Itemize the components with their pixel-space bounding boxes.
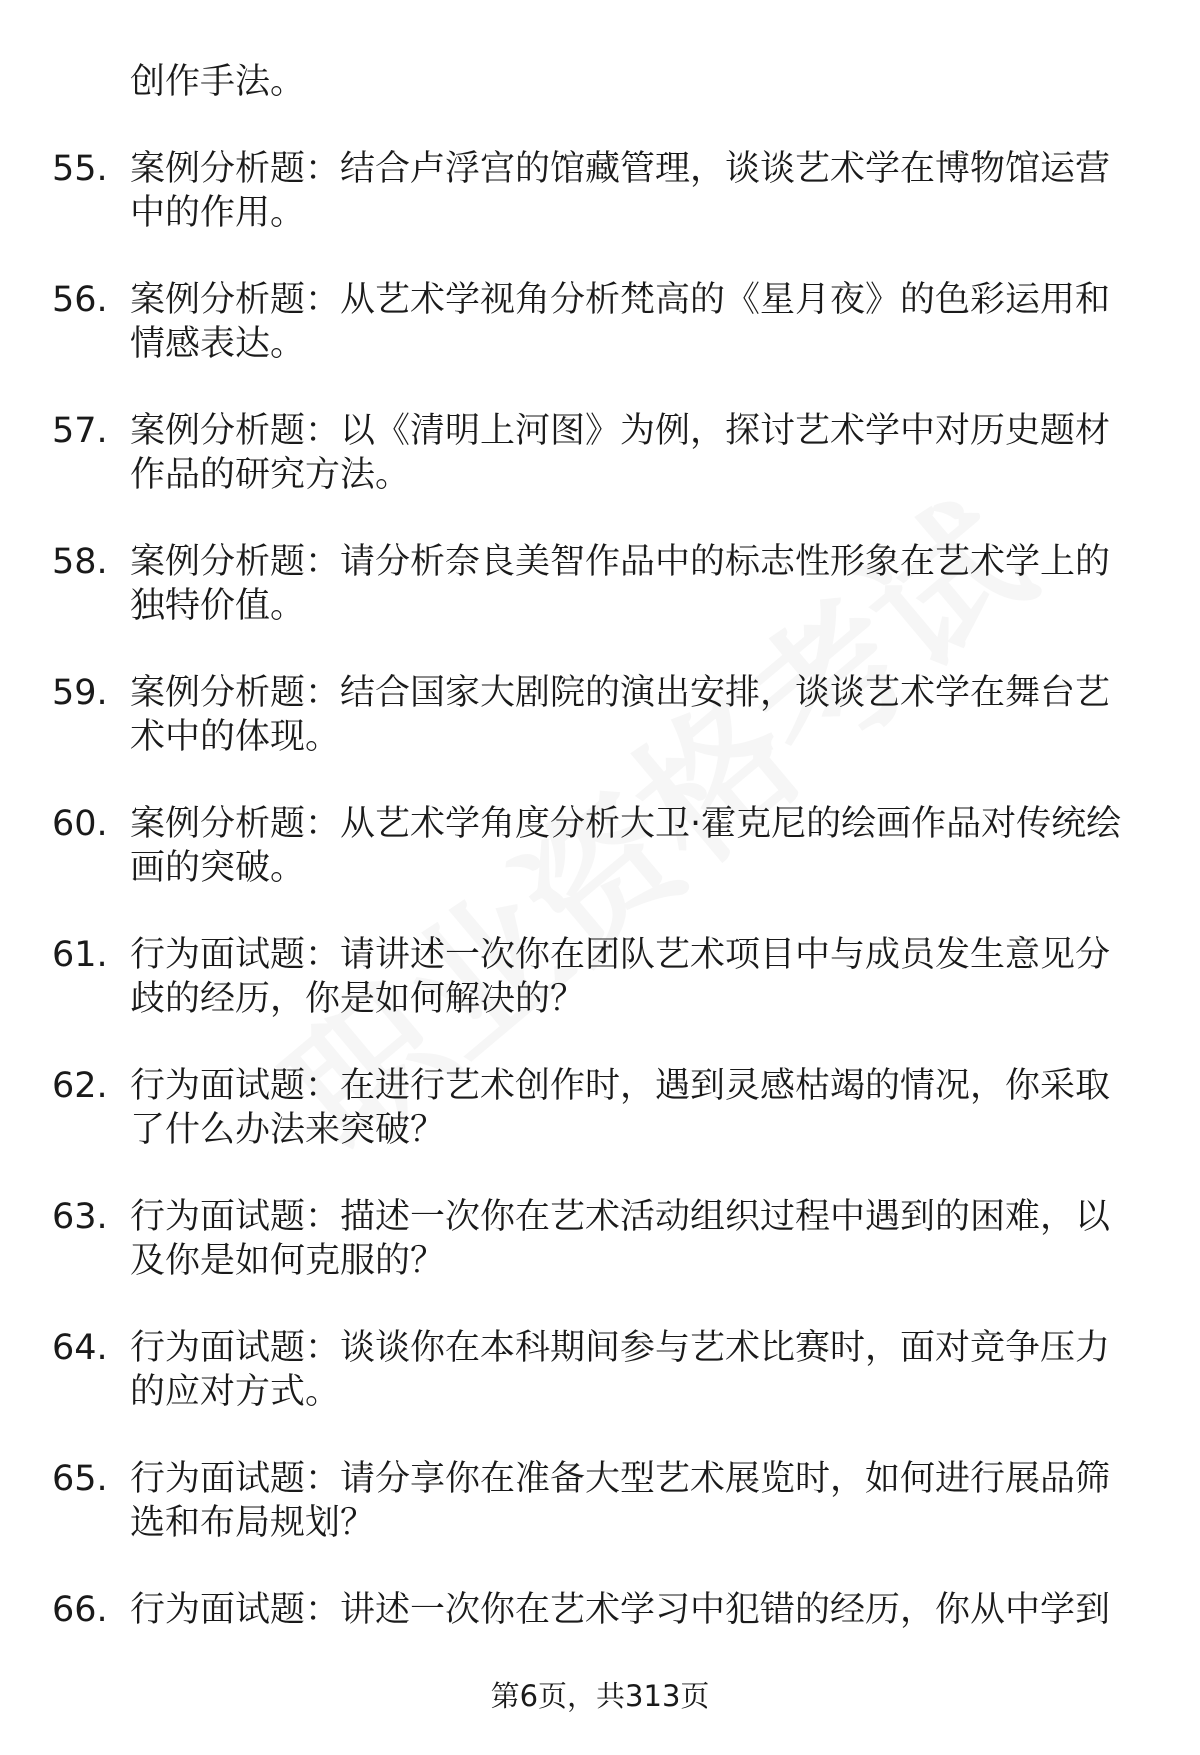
question-number: 56. (52, 280, 108, 320)
question-number: 55. (52, 149, 108, 189)
question-text-line2: 作品的研究方法。 (130, 455, 411, 495)
question-text-line1: 行为面试题：请讲述一次你在团队艺术项目中与成员发生意见分 (130, 935, 1111, 975)
question-item-64 (52, 1326, 1152, 1414)
question-text-line2: 歧的经历，你是如何解决的？ (130, 979, 586, 1019)
question-text-line1: 案例分析题：请分析奈良美智作品中的标志性形象在艺术学上的 (130, 542, 1111, 582)
question-text-line1: 案例分析题：结合卢浮宫的馆藏管理，谈谈艺术学在博物馆运营 (130, 149, 1111, 189)
question-text-line1: 案例分析题：从艺术学角度分析大卫·霍克尼的绘画作品对传统绘 (130, 804, 1122, 844)
question-number: 59. (52, 673, 108, 713)
question-number: 58. (52, 542, 108, 582)
question-number: 61. (52, 935, 108, 975)
question-item-59 (52, 671, 1152, 759)
question-item-63 (52, 1195, 1152, 1283)
question-item-61 (52, 933, 1152, 1021)
question-number: 63. (52, 1197, 108, 1237)
continued-line (52, 60, 1152, 104)
question-text-line1: 行为面试题：描述一次你在艺术活动组织过程中遇到的困难，以 (130, 1197, 1111, 1237)
question-item-57 (52, 409, 1152, 497)
question-item-58 (52, 540, 1152, 628)
question-number: 62. (52, 1066, 108, 1106)
question-number: 57. (52, 411, 108, 451)
page-footer: 第6页，共313页 (490, 1679, 710, 1713)
question-item-65 (52, 1457, 1152, 1545)
question-text-line2: 及你是如何克服的？ (130, 1241, 446, 1281)
question-item-62 (52, 1064, 1152, 1152)
question-text-line2: 了什么办法来突破？ (130, 1110, 446, 1150)
question-text-line1: 行为面试题：在进行艺术创作时，遇到灵感枯竭的情况，你采取 (130, 1066, 1111, 1106)
question-number: 66. (52, 1590, 108, 1630)
question-text-line2: 术中的体现。 (130, 717, 341, 757)
question-number: 64. (52, 1328, 108, 1368)
question-item-66 (52, 1588, 1152, 1632)
question-item-56 (52, 278, 1152, 366)
question-text-line1: 案例分析题：从艺术学视角分析梵高的《星月夜》的色彩运用和 (130, 280, 1111, 320)
continued-text: 创作手法。 (130, 62, 306, 102)
question-text-line1: 案例分析题：结合国家大剧院的演出安排，谈谈艺术学在舞台艺 (130, 673, 1111, 713)
question-text-line2: 的应对方式。 (130, 1372, 341, 1412)
question-list (52, 60, 1152, 1632)
question-text-line2: 情感表达。 (130, 324, 306, 364)
question-number: 65. (52, 1459, 108, 1499)
question-text-line1: 行为面试题：请分享你在准备大型艺术展览时，如何进行展品筛 (130, 1459, 1111, 1499)
question-item-55 (52, 147, 1152, 235)
question-text-line2: 中的作用。 (130, 193, 306, 233)
question-text-line1: 行为面试题：谈谈你在本科期间参与艺术比赛时，面对竞争压力 (130, 1328, 1111, 1368)
question-text-line2: 选和布局规划？ (130, 1503, 376, 1543)
question-text-line2: 独特价值。 (130, 586, 306, 626)
question-text-line2: 画的突破。 (130, 848, 306, 888)
question-number: 60. (52, 804, 108, 844)
question-text-line1: 案例分析题：以《清明上河图》为例，探讨艺术学中对历史题材 (130, 411, 1111, 451)
question-item-60 (52, 802, 1152, 890)
question-text-line1: 行为面试题：讲述一次你在艺术学习中犯错的经历，你从中学到 (130, 1590, 1111, 1630)
